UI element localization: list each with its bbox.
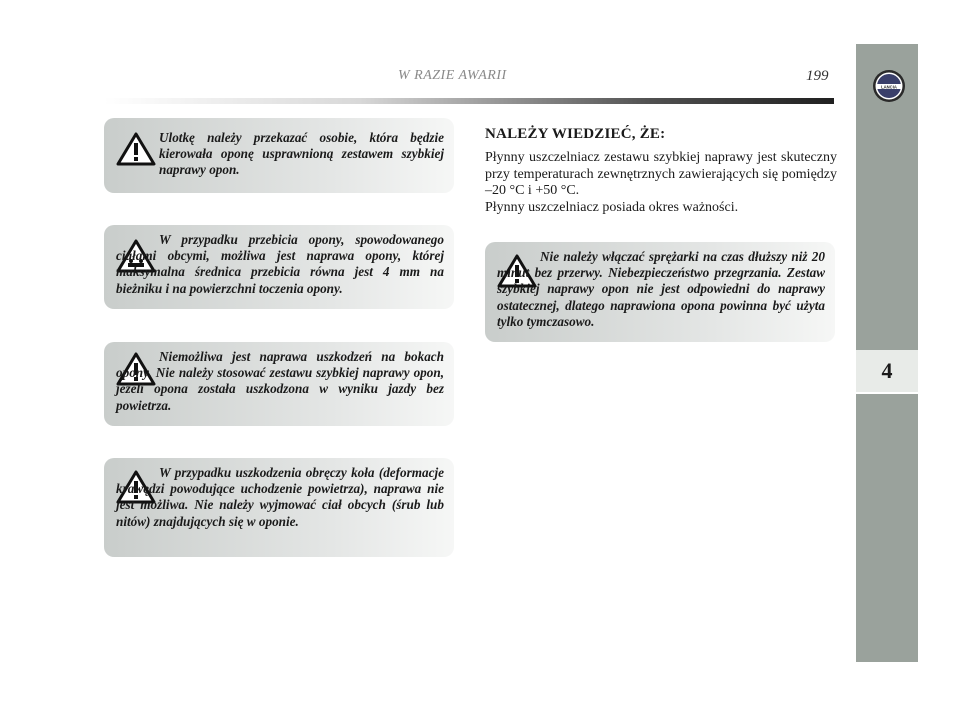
warning-text: Ulotkę należy przekazać osobie, która będzie kierowała oponę usprawnioną zestawem szybkiej naprawy opon. <box>159 130 444 178</box>
running-header-title: W RAZIE AWARII <box>398 68 507 83</box>
lancia-logo <box>872 69 906 103</box>
body-paragraph: Płynny uszczelniacz zestawu szybkiej naprawy jest skuteczny przy temperaturach zewnętrznych zawierających się pomiędzy –20 °C i +50 °C. <box>485 150 837 198</box>
warning-text: W przypadku przebicia opony, spowodowanego ciałami obcymi, możliwa jest naprawa opony, której maksymalna średnica przebicia równa jest 4 mm na bieżniku i na powierzchni toczenia opony. <box>116 232 444 296</box>
chapter-number: 4 <box>856 350 918 392</box>
warning-text: W przypadku uszkodzenia obręczy koła (deformacje krawędzi powodujące uchodzenie powietrza), naprawa nie jest możliwa. Nie należy wyjmować ciał obcych (śrub lub nitów) znajdujących się w oponie. <box>116 465 444 529</box>
warning-box <box>485 242 835 342</box>
warning-box <box>104 225 454 309</box>
warning-triangle-icon <box>116 132 156 166</box>
page-number: 199 <box>806 68 829 84</box>
warning-text: Nie należy włączać sprężarki na czas dłuższy niż 20 minut bez przerwy. Niebezpieczeństwo przegrzania. Zestaw szybkiej naprawy opon nie jest odpowiedni do naprawy ostatecznej, dlatego naprawiona opona powinna być użyta tylko tymczasowo. <box>497 249 825 329</box>
tab-divider <box>856 392 918 394</box>
warning-box <box>104 118 454 193</box>
header-rule <box>104 98 834 104</box>
warning-box <box>104 342 454 426</box>
body-paragraph: Płynny uszczelniacz posiada okres ważności. <box>485 200 739 215</box>
warning-text: Niemożliwa jest naprawa uszkodzeń na bokach opony. Nie należy stosować zestawu szybkiej naprawy opon, jeżeli opona została uszkodzona w wyniku jazdy bez powietrza. <box>116 349 444 413</box>
svg-text:LANCIA: LANCIA <box>881 84 897 90</box>
chapter-side-tab <box>856 44 918 662</box>
warning-box <box>104 458 454 557</box>
section-heading: NALEŻY WIEDZIEĆ, ŻE: <box>485 126 666 142</box>
